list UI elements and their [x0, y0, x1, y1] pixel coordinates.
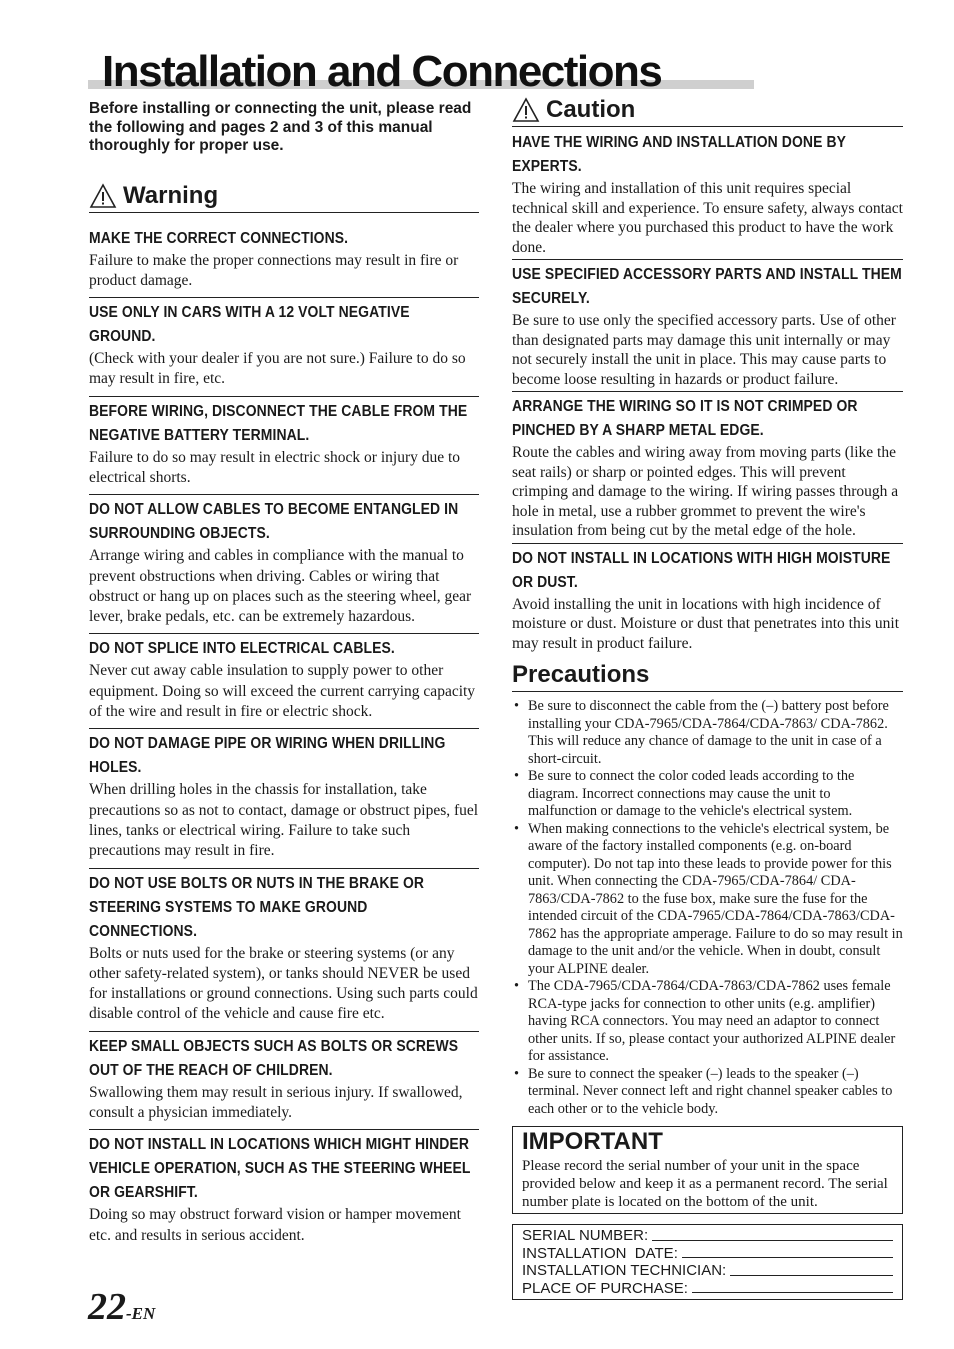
- caution-triangle-icon: [512, 97, 540, 123]
- notice-item: [89, 1031, 479, 1124]
- notice-item: [512, 391, 903, 541]
- notice-body: Bolts or nuts used for the brake or steering systems (or any other safety-related system), or tanks should NEVER be used for installations or ground connections. Using such parts could disable control of the vehicle and cause fire etc.: [89, 944, 478, 1023]
- notice-item: [89, 868, 479, 1025]
- caution-list: [512, 131, 903, 653]
- notice-item: [89, 633, 479, 722]
- notice-body: Avoid installing the unit in locations with high incidence of moisture or dust. Moisture or dust that penetrates into this unit may result in product failure.: [512, 595, 900, 652]
- notice-heading: DO NOT USE BOLTS OR NUTS IN THE BRAKE OR STEERING SYSTEMS TO MAKE GROUND CONNECTIONS.: [89, 874, 425, 940]
- notice-body: Doing so may obstruct forward vision or hamper movement etc. and results in serious accident.: [89, 1206, 461, 1244]
- notice-item: [89, 728, 479, 861]
- precautions-heading: Precautions: [512, 661, 903, 692]
- important-text: Please record the serial number of your unit in the space provided below and keep it as a permanent record. The serial number plate is located on the bottom of the unit.: [522, 1158, 888, 1210]
- caution-heading: [512, 96, 903, 127]
- serial-record-box: [512, 1224, 903, 1300]
- record-field-row: [522, 1245, 893, 1263]
- precaution-item: • When making connections to the vehicle's electrical system, be aware of the factory installed components (e.g. on-board computer). Do not tap into these leads to provide power for this unit. When connecting the CDA-7965/CDA-7864/ CDA-7863/CDA-7862 to the fuse box, make sure the fuse for the intended circuit of the CDA-7965/CDA-7864/CDA-7863/CDA-7862 has the appropriate amperage. Failure to do so may result in damage to the unit and/or the vehicle. When in doubt, consult your ALPINE dealer.: [512, 821, 903, 979]
- record-field-blank-line[interactable]: [682, 1245, 893, 1259]
- precaution-item: • Be sure to disconnect the cable from the (–) battery post before installing your CDA-7965/CDA-7864/CDA-7863/ CDA-7862. This will reduce any chance of damage to the unit in case of a short-circuit.: [512, 698, 903, 768]
- record-field-row: [522, 1227, 893, 1245]
- notice-item: [89, 494, 479, 627]
- record-field-blank-line[interactable]: [652, 1227, 893, 1241]
- warning-list: [89, 227, 479, 1246]
- notice-heading: USE ONLY IN CARS WITH A 12 VOLT NEGATIVE GROUND.: [89, 304, 410, 346]
- record-field-label: INSTALLATION TECHNICIAN:: [522, 1262, 727, 1280]
- page-title-block: [88, 44, 754, 100]
- record-field-label: SERIAL NUMBER:: [522, 1227, 649, 1244]
- notice-heading: HAVE THE WIRING AND INSTALLATION DONE BY EXPERTS.: [512, 134, 846, 175]
- notice-body: (Check with your dealer if you are not sure.) Failure to do so may result in fire, etc.: [89, 350, 466, 388]
- page-title: Installation and Connections: [102, 47, 662, 96]
- notice-heading: ARRANGE THE WIRING SO IT IS NOT CRIMPED OR PINCHED BY A SHARP METAL EDGE.: [512, 398, 858, 439]
- left-column: [89, 100, 479, 1252]
- notice-item: [89, 396, 479, 489]
- warning-heading: [89, 182, 479, 213]
- intro-text: Before installing or connecting the unit, please read the following and pages 2 and 3 of this manual thoroughly for proper use.: [89, 100, 472, 154]
- notice-heading: MAKE THE CORRECT CONNECTIONS.: [89, 229, 349, 247]
- notice-body: Failure to make the proper connections may result in fire or product damage.: [89, 251, 459, 289]
- notice-body: The wiring and installation of this unit requires special technical skill and experience. To ensure safety, always contact the dealer where you purchased this product to have the work done.: [512, 180, 903, 256]
- precaution-item: • Be sure to connect the speaker (–) leads to the speaker (–) terminal. Never connect left and right channel speaker cables to each other or to the vehicle body.: [512, 1066, 903, 1119]
- record-field-row: [522, 1262, 893, 1280]
- important-box: [512, 1126, 903, 1214]
- notice-heading: DO NOT INSTALL IN LOCATIONS WITH HIGH MOISTURE OR DUST.: [512, 549, 891, 591]
- precautions-list: [512, 698, 903, 1118]
- warning-triangle-icon: [89, 183, 117, 209]
- notice-heading: DO NOT SPLICE INTO ELECTRICAL CABLES.: [89, 640, 395, 658]
- notice-body: Arrange wiring and cables in compliance with the manual to prevent obstructions when driving. Cables or wiring that obstruct or hang up on places such as the steering wheel, gear lever, brake pedals, etc. can be extremely hazardous.: [89, 547, 472, 626]
- precaution-item: • Be sure to connect the color coded leads according to the diagram. Incorrect connections may cause the unit to malfunction or damage to the vehicle's electrical system.: [512, 768, 903, 821]
- notice-heading: DO NOT ALLOW CABLES TO BECOME ENTANGLED IN SURROUNDING OBJECTS.: [89, 501, 459, 543]
- precaution-item: • The CDA-7965/CDA-7864/CDA-7863/CDA-7862 uses female RCA-type jacks for connection to other units (e.g. amplifier) having RCA connectors. You may need an adaptor to connect other units. If so, please contact your authorized ALPINE dealer for assistance.: [512, 978, 903, 1066]
- notice-body: Swallowing them may result in serious injury. If swallowed, consult a physician immediately.: [89, 1083, 463, 1122]
- notice-item: [89, 297, 479, 390]
- record-field-blank-line[interactable]: [730, 1262, 893, 1276]
- warning-heading-label: Warning: [123, 181, 219, 209]
- notice-item: [512, 131, 903, 257]
- notice-body: When drilling holes in the chassis for installation, take precautions so as not to contact, damage or obstruct pipes, fuel lines, tanks or electrical wiring. Failure to take such precautions may result in fire.: [89, 781, 479, 860]
- notice-item: [89, 227, 479, 292]
- notice-body: Route the cables and wiring away from moving parts (like the seat rails) or sharp or pointed edges. This will prevent crimping and damage to the wiring. If wiring passes through a hole in metal, use a rubber grommet to prevent the wire's insulation from being cut by the metal edge of the hole.: [512, 444, 899, 539]
- notice-body: Failure to do so may result in electric shock or injury due to electrical shorts.: [89, 448, 461, 486]
- notice-heading: DO NOT DAMAGE PIPE OR WIRING WHEN DRILLING HOLES.: [89, 735, 446, 777]
- caution-heading-label: Caution: [546, 96, 636, 123]
- notice-item: [512, 543, 903, 654]
- notice-heading: DO NOT INSTALL IN LOCATIONS WHICH MIGHT HINDER VEHICLE OPERATION, SUCH AS THE STEERING WHEEL OR GEARSHIFT.: [89, 1136, 471, 1202]
- page-number: [88, 1285, 155, 1329]
- notice-heading: KEEP SMALL OBJECTS SUCH AS BOLTS OR SCREWS OUT OF THE REACH OF CHILDREN.: [89, 1037, 459, 1079]
- right-column: [512, 96, 903, 1300]
- notice-heading: BEFORE WIRING, DISCONNECT THE CABLE FROM THE NEGATIVE BATTERY TERMINAL.: [89, 402, 468, 444]
- record-field-label: PLACE OF PURCHASE:: [522, 1279, 688, 1297]
- notice-item: [89, 1129, 479, 1246]
- notice-body: Be sure to use only the specified accessory parts. Use of other than designated parts may damage this unit internally or may not securely install the unit in place. This may cause parts to become loose resulting in hazards or product failure.: [512, 312, 896, 388]
- notice-item: [512, 259, 903, 389]
- record-field-row: [522, 1280, 893, 1298]
- notice-body: Never cut away cable insulation to supply power to other equipment. Doing so will exceed the current carrying capacity of the wire and result in fire or electric shock.: [89, 662, 476, 721]
- notice-heading: USE SPECIFIED ACCESSORY PARTS AND INSTALL THEM SECURELY.: [512, 266, 902, 307]
- important-heading: IMPORTANT: [522, 1128, 663, 1155]
- page-number-value: 22: [88, 1286, 126, 1328]
- record-field-label: INSTALLATION DATE:: [522, 1244, 678, 1262]
- record-field-blank-line[interactable]: [692, 1280, 893, 1294]
- page-number-suffix: -EN: [126, 1304, 156, 1323]
